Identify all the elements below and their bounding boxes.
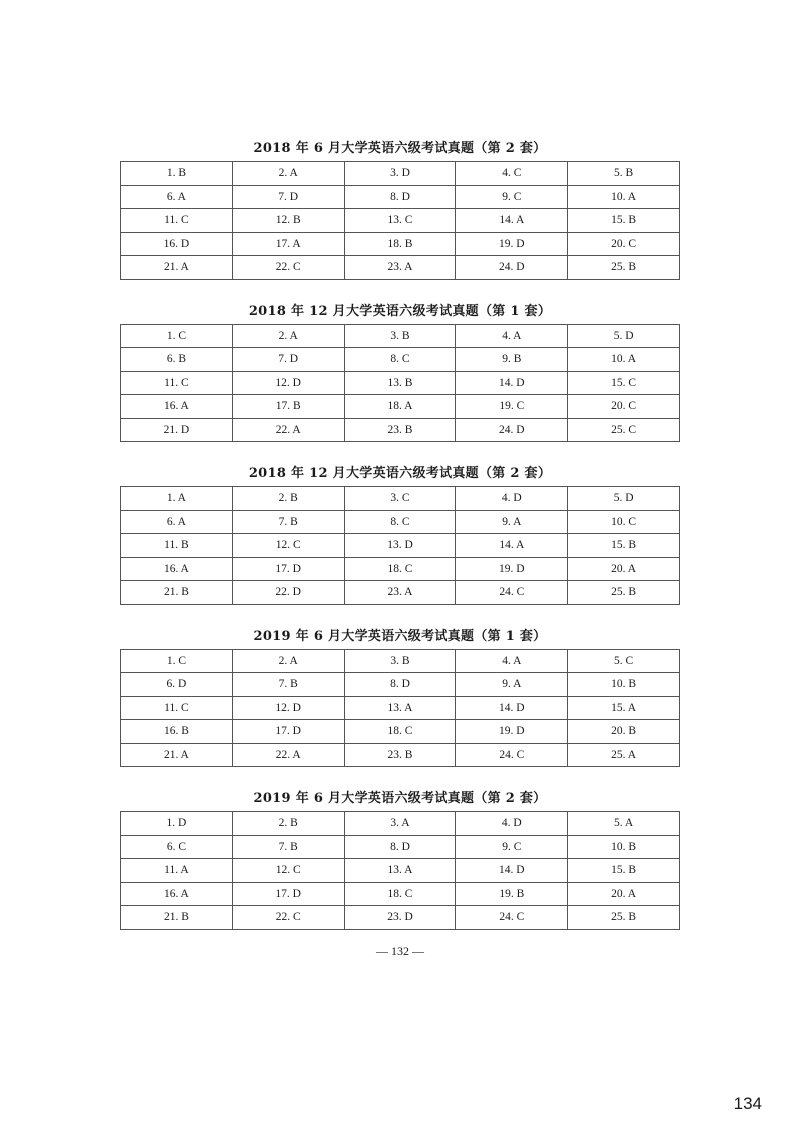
answer-cell: 9. A <box>456 673 568 697</box>
answer-cell: 19. D <box>456 557 568 581</box>
table-row <box>121 882 680 906</box>
answer-cell: 9. B <box>456 348 568 372</box>
answer-cell: 23. A <box>344 256 456 280</box>
table-row <box>121 859 680 883</box>
answer-cell: 16. B <box>121 720 233 744</box>
table-row <box>121 395 680 419</box>
answer-cell: 10. B <box>568 835 680 859</box>
answer-cell: 25. C <box>568 418 680 442</box>
answer-cell: 10. A <box>568 185 680 209</box>
answer-cell: 24. D <box>456 418 568 442</box>
answer-cell: 24. C <box>456 743 568 767</box>
page-number: — 132 — <box>376 944 424 958</box>
table-row <box>121 649 680 673</box>
table-row <box>121 232 680 256</box>
answer-cell: 1. A <box>121 487 233 511</box>
answer-cell: 7. B <box>232 510 344 534</box>
answer-table <box>120 811 680 930</box>
answer-cell: 20. C <box>568 395 680 419</box>
answer-cell: 13. A <box>344 696 456 720</box>
section-title: 2018 年 6 月大学英语六级考试真题（第 2 套） <box>253 141 547 156</box>
answer-cell: 5. B <box>568 162 680 186</box>
answer-cell: 7. D <box>232 185 344 209</box>
answer-cell: 25. B <box>568 906 680 930</box>
answer-cell: 20. C <box>568 232 680 256</box>
answer-cell: 22. A <box>232 743 344 767</box>
answer-table <box>120 324 680 443</box>
answer-cell: 18. C <box>344 557 456 581</box>
answer-cell: 6. A <box>121 510 233 534</box>
answer-cell: 1. C <box>121 324 233 348</box>
section-title: 2019 年 6 月大学英语六级考试真题（第 2 套） <box>253 791 547 806</box>
answer-cell: 21. D <box>121 418 233 442</box>
table-row <box>121 162 680 186</box>
answer-cell: 14. D <box>456 371 568 395</box>
answer-cell: 21. A <box>121 743 233 767</box>
answer-cell: 11. B <box>121 534 233 558</box>
answer-cell: 8. C <box>344 348 456 372</box>
answer-cell: 7. D <box>232 348 344 372</box>
answer-cell: 16. A <box>121 395 233 419</box>
answer-cell: 22. C <box>232 256 344 280</box>
answer-cell: 5. C <box>568 649 680 673</box>
answer-cell: 10. A <box>568 348 680 372</box>
answer-cell: 13. C <box>344 209 456 233</box>
answer-cell: 24. D <box>456 256 568 280</box>
answer-cell: 8. D <box>344 185 456 209</box>
answer-cell: 12. D <box>232 371 344 395</box>
answer-cell: 17. A <box>232 232 344 256</box>
table-row <box>121 557 680 581</box>
answer-cell: 8. C <box>344 510 456 534</box>
table-row <box>121 906 680 930</box>
answer-cell: 16. D <box>121 232 233 256</box>
answer-cell: 18. B <box>344 232 456 256</box>
answer-section <box>120 788 680 930</box>
answer-cell: 21. B <box>121 581 233 605</box>
answer-cell: 9. C <box>456 185 568 209</box>
answer-cell: 8. D <box>344 835 456 859</box>
answer-cell: 10. B <box>568 673 680 697</box>
answer-cell: 5. D <box>568 487 680 511</box>
section-title: 2018 年 12 月大学英语六级考试真题（第 1 套） <box>248 303 552 319</box>
answer-cell: 23. B <box>344 418 456 442</box>
answer-cell: 1. B <box>121 162 233 186</box>
table-row <box>121 743 680 767</box>
answer-cell: 22. A <box>232 418 344 442</box>
table-row <box>121 371 680 395</box>
answer-cell: 12. D <box>232 696 344 720</box>
answer-cell: 20. B <box>568 720 680 744</box>
answer-cell: 3. A <box>344 812 456 836</box>
answer-cell: 2. A <box>232 324 344 348</box>
answer-cell: 17. D <box>232 882 344 906</box>
answer-cell: 23. D <box>344 906 456 930</box>
answer-cell: 5. A <box>568 812 680 836</box>
answer-cell: 3. B <box>344 649 456 673</box>
answer-cell: 6. D <box>121 673 233 697</box>
answer-cell: 3. D <box>344 162 456 186</box>
table-row <box>121 696 680 720</box>
answer-cell: 23. A <box>344 581 456 605</box>
answer-cell: 19. C <box>456 395 568 419</box>
answer-cell: 15. C <box>568 371 680 395</box>
answer-cell: 18. C <box>344 720 456 744</box>
answer-cell: 11. C <box>121 209 233 233</box>
answer-cell: 7. B <box>232 835 344 859</box>
answer-cell: 20. A <box>568 882 680 906</box>
answer-cell: 11. C <box>121 696 233 720</box>
answer-cell: 4. C <box>456 162 568 186</box>
answer-cell: 2. B <box>232 812 344 836</box>
answer-cell: 2. A <box>232 162 344 186</box>
answer-table <box>120 161 680 280</box>
answer-section <box>120 463 680 605</box>
answer-cell: 25. A <box>568 743 680 767</box>
answer-cell: 13. B <box>344 371 456 395</box>
answer-cell: 24. C <box>456 906 568 930</box>
answer-cell: 7. B <box>232 673 344 697</box>
answer-cell: 19. D <box>456 232 568 256</box>
answer-section <box>120 626 680 768</box>
answer-cell: 15. A <box>568 696 680 720</box>
answer-cell: 9. C <box>456 835 568 859</box>
answer-cell: 18. C <box>344 882 456 906</box>
answer-cell: 11. A <box>121 859 233 883</box>
answer-cell: 1. C <box>121 649 233 673</box>
answer-cell: 14. A <box>456 534 568 558</box>
answer-cell: 12. C <box>232 534 344 558</box>
answer-cell: 12. B <box>232 209 344 233</box>
table-row <box>121 812 680 836</box>
answer-cell: 13. D <box>344 534 456 558</box>
answer-cell: 20. A <box>568 557 680 581</box>
table-row <box>121 581 680 605</box>
answer-cell: 6. C <box>121 835 233 859</box>
answer-cell: 19. B <box>456 882 568 906</box>
answer-cell: 2. A <box>232 649 344 673</box>
answer-cell: 14. D <box>456 696 568 720</box>
table-row <box>121 720 680 744</box>
answer-cell: 21. B <box>121 906 233 930</box>
answer-cell: 19. D <box>456 720 568 744</box>
answer-cell: 4. A <box>456 649 568 673</box>
answer-cell: 4. D <box>456 487 568 511</box>
answer-cell: 18. A <box>344 395 456 419</box>
answer-cell: 23. B <box>344 743 456 767</box>
table-row <box>121 835 680 859</box>
answer-cell: 17. D <box>232 557 344 581</box>
answer-section <box>120 301 680 443</box>
table-row <box>121 348 680 372</box>
answer-cell: 14. D <box>456 859 568 883</box>
answer-cell: 14. A <box>456 209 568 233</box>
answer-cell: 22. C <box>232 906 344 930</box>
answer-cell: 15. B <box>568 859 680 883</box>
answer-cell: 17. B <box>232 395 344 419</box>
answer-cell: 2. B <box>232 487 344 511</box>
answer-cell: 1. D <box>121 812 233 836</box>
answer-cell: 11. C <box>121 371 233 395</box>
answer-cell: 17. D <box>232 720 344 744</box>
answer-key-sections <box>120 138 680 930</box>
answer-cell: 6. B <box>121 348 233 372</box>
answer-cell: 3. B <box>344 324 456 348</box>
answer-cell: 10. C <box>568 510 680 534</box>
answer-cell: 21. A <box>121 256 233 280</box>
table-row <box>121 534 680 558</box>
table-row <box>121 185 680 209</box>
answer-cell: 15. B <box>568 534 680 558</box>
table-row <box>121 673 680 697</box>
answer-table <box>120 486 680 605</box>
table-row <box>121 418 680 442</box>
answer-cell: 8. D <box>344 673 456 697</box>
table-row <box>121 256 680 280</box>
answer-cell: 6. A <box>121 185 233 209</box>
answer-cell: 3. C <box>344 487 456 511</box>
section-title: 2018 年 12 月大学英语六级考试真题（第 2 套） <box>248 466 552 481</box>
answer-cell: 16. A <box>121 557 233 581</box>
answer-table <box>120 649 680 768</box>
table-row <box>121 510 680 534</box>
answer-cell: 25. B <box>568 581 680 605</box>
answer-cell: 4. A <box>456 324 568 348</box>
section-title: 2019 年 6 月大学英语六级考试真题（第 1 套） <box>253 628 547 644</box>
answer-cell: 9. A <box>456 510 568 534</box>
table-row <box>121 324 680 348</box>
table-row <box>121 209 680 233</box>
answer-cell: 25. B <box>568 256 680 280</box>
answer-cell: 12. C <box>232 859 344 883</box>
corner-page-number: 134 <box>733 1094 762 1113</box>
answer-cell: 5. D <box>568 324 680 348</box>
table-row <box>121 487 680 511</box>
answer-cell: 13. A <box>344 859 456 883</box>
answer-cell: 22. D <box>232 581 344 605</box>
answer-section <box>120 138 680 280</box>
answer-cell: 16. A <box>121 882 233 906</box>
answer-cell: 4. D <box>456 812 568 836</box>
answer-cell: 15. B <box>568 209 680 233</box>
answer-cell: 24. C <box>456 581 568 605</box>
